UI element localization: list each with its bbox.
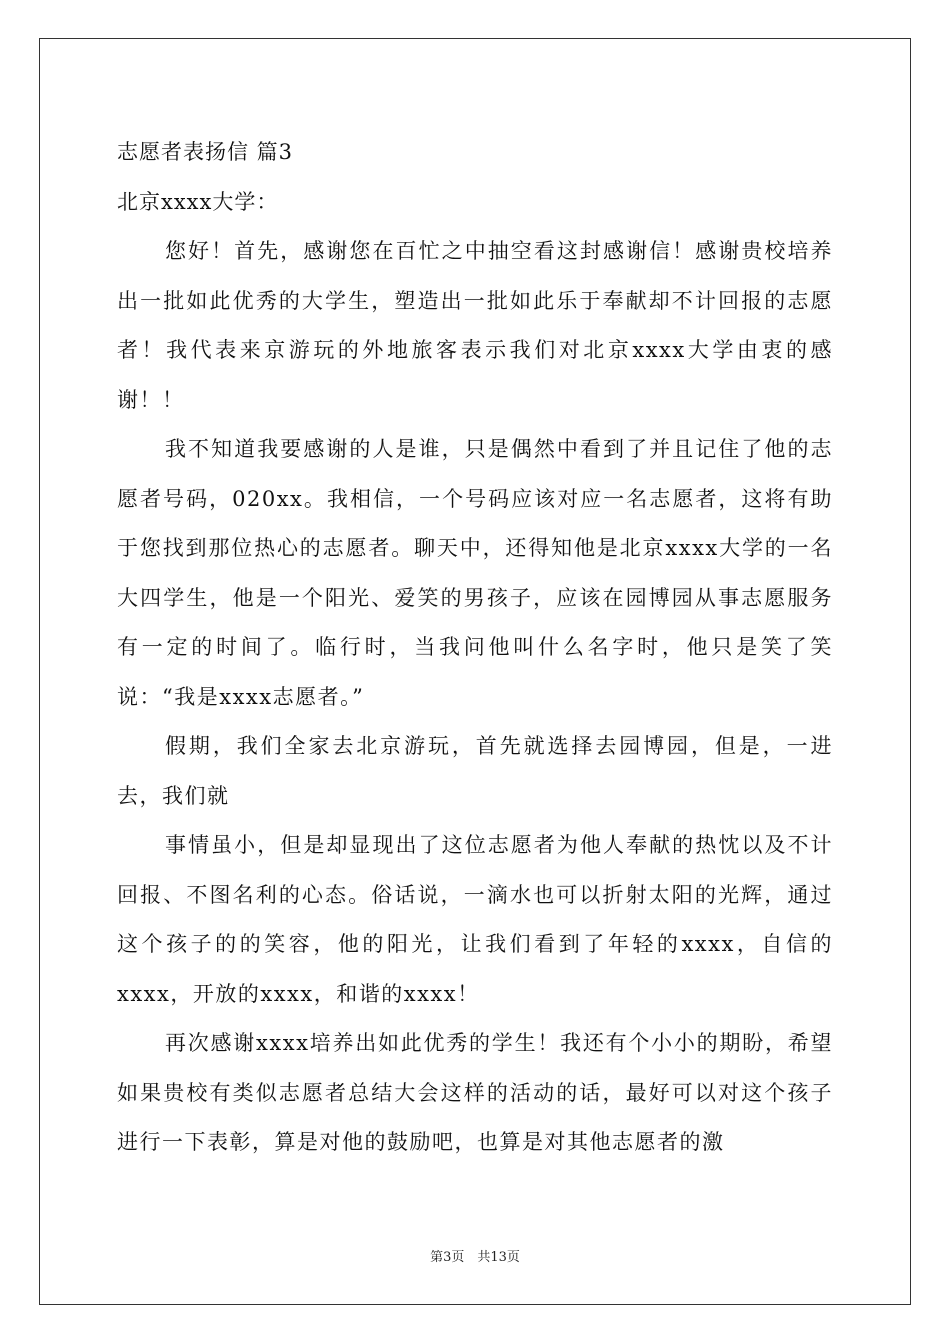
- paragraph-thanks-again: 再次感谢xxxx培养出如此优秀的学生！我还有个小小的期盼，希望如果贵校有类似志愿者总结大会这样的活动的话，最好可以对这个孩子进行一下表彰，算是对他的鼓励吧，也算是对其他志愿者的激: [117, 1031, 833, 1154]
- salutation: 北京xxxx大学：: [117, 189, 279, 214]
- paragraph-holiday: 假期，我们全家去北京游玩，首先就选择去园博园，但是，一进去，我们就: [117, 734, 833, 808]
- paragraph-volunteer-number: 我不知道我要感谢的人是谁，只是偶然中看到了并且记住了他的志愿者号码，020xx。我相信，一个号码应该对应一名志愿者，这将有助于您找到那位热心的志愿者。聊天中，还得知他是北京xxxx大学的一名大四学生，他是一个阳光、爱笑的男孩子，应该在园博园从事志愿服务有一定的时间了。临行时，当我问他叫什么名字时，他只是笑了笑说：“我是xxxx志愿者。”: [117, 437, 833, 709]
- document-body: [117, 128, 833, 1168]
- document-title: 志愿者表扬信 篇3: [117, 140, 294, 164]
- paragraph-reflection: 事情虽小，但是却显现出了这位志愿者为他人奉献的热忱以及不计回报、不图名利的心态。俗话说，一滴水也可以折射太阳的光辉，通过这个孩子的的笑容，他的阳光，让我们看到了年轻的xxxx，自信的xxxx，开放的xxxx，和谐的xxxx！: [117, 833, 833, 1006]
- page-number-footer: 第3页 共13页: [430, 1250, 520, 1265]
- paragraph-greeting: 您好！首先，感谢您在百忙之中抽空看这封感谢信！感谢贵校培养出一批如此优秀的大学生，塑造出一批如此乐于奉献却不计回报的志愿者！我代表来京游玩的外地旅客表示我们对北京xxxx大学由衷的感谢！！: [117, 239, 833, 412]
